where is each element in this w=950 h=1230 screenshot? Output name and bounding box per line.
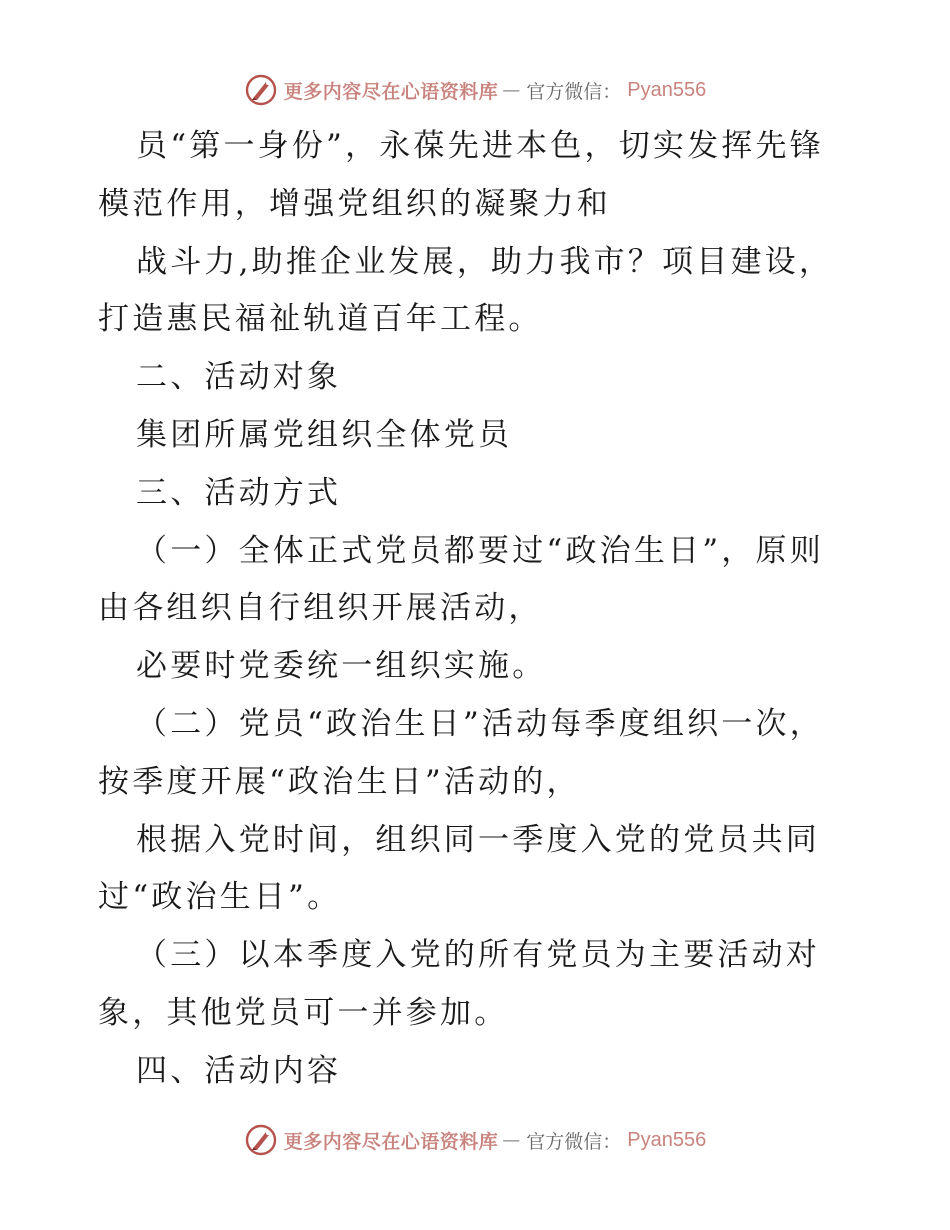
paragraph: （二）党员“政治生日”活动每季度组织一次，按季度开展“政治生日”活动的， [98, 705, 824, 800]
document-body [98, 118, 858, 1101]
banner-wechat-id: Pyan556 [627, 78, 707, 101]
section-heading: 二、活动对象 [136, 359, 342, 396]
banner-separator: — [502, 1129, 521, 1151]
paragraph: （三）以本季度入党的所有党员为主要活动对象，其他党员可一并参加。 [98, 937, 820, 1031]
paragraph: 集团所属党组织全体党员 [136, 416, 513, 453]
header-watermark-banner [0, 70, 950, 110]
section-heading: 三、活动方式 [136, 474, 342, 511]
footer-watermark-banner [0, 1120, 950, 1160]
pen-quill-logo-icon [244, 1123, 278, 1157]
paragraph: 根据入党时间，组织同一季度入党的党员共同过“政治生日”。 [98, 821, 820, 916]
paragraph: （一）全体正式党员都要过“政治生日”，原则由各组织自行组织开展活动， [98, 532, 824, 627]
pen-quill-logo-icon [244, 73, 278, 107]
paragraph: 战斗力,助推企业发展，助力我市？项目建设，打造惠民福祉轨道百年工程。 [98, 243, 834, 338]
banner-text: 更多内容尽在心语资料库 [283, 80, 499, 103]
banner-wechat-id: Pyan556 [627, 1128, 707, 1151]
banner-text: 更多内容尽在心语资料库 [283, 1130, 499, 1153]
section-heading: 四、活动内容 [136, 1052, 342, 1089]
banner-label: 官方微信： [526, 80, 622, 103]
paragraph: 必要时党委统一组织实施。 [136, 648, 547, 685]
banner-separator: — [502, 79, 521, 101]
banner-label: 官方微信： [526, 1130, 622, 1153]
paragraph: 员“第一身份”，永葆先进本色，切实发挥先锋模范作用，增强党组织的凝聚力和 [98, 128, 824, 222]
